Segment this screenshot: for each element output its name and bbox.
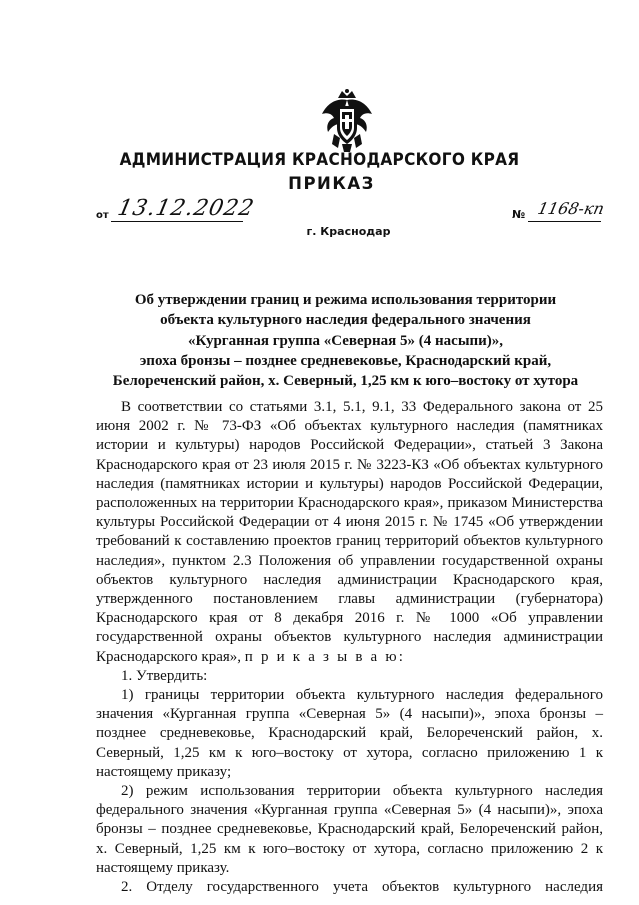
clause-2: 2. Отделу государственного учета объектов культурного наследия	[121, 879, 603, 896]
date-underline	[111, 221, 243, 222]
clause-1-1: 1) границы территории объекта культурного наследия федерального значения «Курганная группа «Северная 5» (4 насыпи)», эпоха бронзы – позднее средневековье, Краснодарский край, Белореченский район, х. Северный, 1,25 км к юго–востоку от хутора, согласно приложению 1 к настоящему приказу;	[96, 687, 603, 780]
number-label: №	[512, 208, 526, 221]
city: г. Краснодар	[306, 225, 391, 238]
document-type: ПРИКАЗ	[288, 174, 375, 193]
organization-name: АДМИНИСТРАЦИЯ КРАСНОДАРСКОГО КРАЯ	[119, 150, 520, 169]
number-underline	[528, 221, 601, 222]
handwritten-number: 1168-кп	[535, 199, 607, 218]
date-label: от	[96, 210, 109, 221]
order-body	[96, 398, 603, 897]
coat-of-arms-icon	[320, 88, 374, 154]
clause-1-2: 2) режим использования территории объекта культурного наследия федерального значения «Курганная группа «Северная 5» (4 насыпи)», эпоха бронзы – позднее средневековье, Краснодарский край, Белореченский район, х. Северный, 1,25 км к юго–востоку от хутора, согласно приложению 2 к настоящему приказу.	[96, 783, 603, 876]
order-word: п р и к а з ы в а ю:	[244, 648, 406, 665]
preamble-text: В соответствии со статьями 3.1, 5.1, 9.1, 33 Федерального закона от 25 июня 2002 г. № 73-ФЗ «Об объектах культурного наследия (памятниках истории и культуры) народов Российской Федерации», статьей 3 Закона Краснодарского края от 23 июля 2015 г. № 3223-КЗ «Об объектах культурного наследия (памятниках истории и культуры) народов Российской Федерации, расположенных на территории Краснодарского края», приказом Министерства культуры Российской Федерации от 4 июня 2015 г. № 1745 «Об утверждении требований к составлению проектов границ территорий объектов культурного наследия», пунктом 2.3 Положения об управлении государственной охраны объектов культурного наследия администрации Краснодарского края, утвержденного постановлением главы администрации (губернатора) Краснодарского края от 8 декабря 2016 г. № 1000 «Об управлении государственной охраны объектов культурного наследия администрации Краснодарского края»,	[96, 399, 603, 665]
title-line: Об утверждении границ и режима использования территории	[134, 292, 557, 308]
handwritten-date: 13.12.2022	[115, 196, 257, 221]
preamble-paragraph	[96, 398, 603, 667]
title-line: Белореченский район, х. Северный, 1,25 км к юго–востоку от хутора	[112, 373, 579, 390]
order-title	[88, 290, 603, 391]
title-line: «Курганная группа «Северная 5» (4 насыпи)»,	[187, 332, 504, 349]
clause-1-heading: 1. Утвердить:	[121, 667, 208, 684]
title-line: объекта культурного наследия федерального значения	[160, 312, 531, 329]
title-line: эпоха бронзы – позднее средневековье, Краснодарский край,	[139, 352, 552, 369]
